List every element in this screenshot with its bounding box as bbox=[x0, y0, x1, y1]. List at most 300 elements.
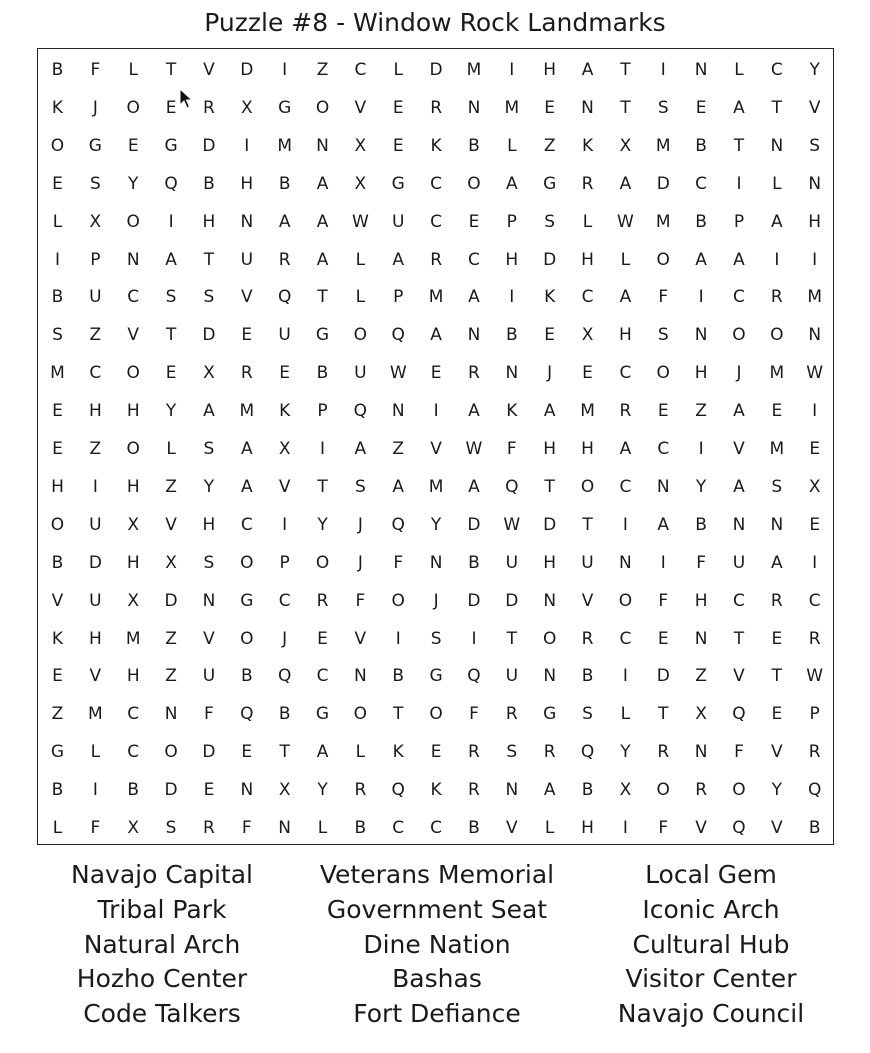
grid-cell[interactable]: I bbox=[698, 287, 704, 308]
grid-cell[interactable]: A bbox=[316, 249, 329, 270]
grid-cell[interactable]: W bbox=[389, 363, 407, 384]
grid-cell[interactable]: V bbox=[203, 628, 215, 649]
grid-cell[interactable]: I bbox=[471, 628, 477, 649]
grid-cell[interactable]: R bbox=[695, 780, 708, 801]
grid-cell[interactable]: N bbox=[581, 97, 594, 118]
grid-cell[interactable]: B bbox=[392, 666, 405, 687]
grid-cell[interactable]: B bbox=[695, 514, 707, 535]
grid-cell[interactable]: Q bbox=[391, 514, 405, 535]
grid-cell[interactable]: D bbox=[88, 552, 102, 573]
grid-cell[interactable]: L bbox=[620, 704, 631, 725]
grid-cell[interactable]: O bbox=[353, 704, 368, 725]
grid-cell[interactable]: A bbox=[657, 514, 670, 535]
grid-cell[interactable]: N bbox=[202, 590, 216, 611]
grid-cell[interactable]: B bbox=[278, 173, 291, 194]
grid-cell[interactable]: C bbox=[430, 211, 443, 232]
grid-cell[interactable]: P bbox=[506, 211, 517, 232]
grid-cell[interactable]: R bbox=[316, 590, 329, 611]
grid-cell[interactable]: X bbox=[354, 173, 367, 194]
grid-cell[interactable]: U bbox=[89, 514, 102, 535]
grid-cell[interactable]: V bbox=[278, 476, 291, 497]
grid-cell[interactable]: S bbox=[165, 287, 177, 308]
grid-cell[interactable]: M bbox=[428, 476, 444, 497]
grid-cell[interactable]: I bbox=[509, 287, 515, 308]
grid-cell[interactable]: O bbox=[126, 97, 140, 118]
grid-cell[interactable]: Y bbox=[809, 60, 820, 80]
grid-cell[interactable]: Q bbox=[240, 704, 254, 725]
grid-cell[interactable]: C bbox=[354, 60, 367, 80]
grid-cell[interactable]: B bbox=[51, 780, 64, 801]
grid-cell[interactable]: J bbox=[736, 363, 742, 384]
grid-cell[interactable]: F bbox=[506, 439, 517, 459]
grid-cell[interactable]: E bbox=[695, 97, 707, 118]
grid-cell[interactable]: D bbox=[429, 60, 443, 80]
grid-cell[interactable]: A bbox=[278, 211, 291, 232]
grid-cell[interactable]: Q bbox=[732, 704, 746, 725]
grid-cell[interactable]: C bbox=[733, 590, 745, 611]
grid-cell[interactable]: H bbox=[581, 249, 594, 270]
grid-cell[interactable]: F bbox=[658, 590, 669, 611]
grid-cell[interactable]: I bbox=[812, 552, 818, 573]
grid-cell[interactable]: F bbox=[469, 704, 479, 725]
grid-cell[interactable]: M bbox=[769, 439, 785, 459]
grid-cell[interactable]: P bbox=[733, 211, 745, 232]
grid-cell[interactable]: V bbox=[240, 287, 253, 308]
grid-cell[interactable]: R bbox=[808, 628, 821, 649]
grid-cell[interactable]: E bbox=[430, 742, 442, 763]
grid-cell[interactable]: Z bbox=[89, 325, 102, 346]
grid-cell[interactable]: M bbox=[277, 135, 292, 156]
grid-cell[interactable]: R bbox=[468, 742, 480, 763]
grid-cell[interactable]: B bbox=[695, 135, 707, 156]
grid-cell[interactable]: G bbox=[88, 135, 102, 156]
grid-cell[interactable]: O bbox=[164, 742, 178, 763]
grid-cell[interactable]: O bbox=[353, 325, 368, 346]
grid-cell[interactable]: O bbox=[126, 211, 140, 232]
grid-cell[interactable]: C bbox=[127, 287, 140, 308]
grid-cell[interactable]: O bbox=[126, 363, 140, 384]
grid-cell[interactable]: H bbox=[581, 439, 594, 459]
grid-cell[interactable]: V bbox=[733, 439, 745, 459]
grid-cell[interactable]: S bbox=[52, 325, 63, 346]
grid-cell[interactable]: B bbox=[51, 287, 64, 308]
grid-cell[interactable]: Y bbox=[317, 514, 328, 535]
grid-cell[interactable]: G bbox=[391, 173, 405, 194]
grid-cell[interactable]: N bbox=[278, 818, 292, 838]
grid-cell[interactable]: H bbox=[694, 590, 708, 611]
grid-cell[interactable]: X bbox=[127, 514, 140, 535]
grid-cell[interactable]: C bbox=[468, 249, 480, 270]
grid-cell[interactable]: W bbox=[503, 514, 521, 535]
grid-cell[interactable]: O bbox=[542, 628, 557, 649]
grid-cell[interactable]: V bbox=[505, 818, 518, 838]
grid-cell[interactable]: U bbox=[392, 211, 405, 232]
grid-cell[interactable]: Z bbox=[392, 439, 405, 459]
grid-cell[interactable]: C bbox=[430, 818, 443, 838]
grid-cell[interactable]: H bbox=[808, 211, 822, 232]
grid-cell[interactable]: X bbox=[581, 325, 594, 346]
grid-cell[interactable]: R bbox=[468, 780, 480, 801]
grid-cell[interactable]: I bbox=[433, 401, 439, 422]
grid-cell[interactable]: U bbox=[505, 552, 519, 573]
grid-cell[interactable]: F bbox=[204, 704, 214, 725]
grid-cell[interactable]: W bbox=[351, 211, 369, 232]
grid-cell[interactable]: E bbox=[771, 401, 783, 422]
grid-cell[interactable]: B bbox=[51, 552, 64, 573]
grid-cell[interactable]: T bbox=[317, 476, 328, 497]
grid-cell[interactable]: M bbox=[655, 135, 671, 156]
grid-cell[interactable]: D bbox=[202, 325, 216, 346]
grid-cell[interactable]: U bbox=[240, 249, 254, 270]
grid-cell[interactable]: A bbox=[203, 401, 215, 422]
grid-cell[interactable]: Z bbox=[165, 628, 177, 649]
grid-cell[interactable]: F bbox=[734, 742, 744, 763]
grid-cell[interactable]: Y bbox=[203, 476, 215, 497]
grid-cell[interactable]: G bbox=[315, 704, 330, 725]
grid-cell[interactable]: H bbox=[618, 325, 632, 346]
grid-cell[interactable]: C bbox=[581, 287, 594, 308]
grid-cell[interactable]: O bbox=[770, 325, 784, 346]
grid-cell[interactable]: C bbox=[89, 363, 102, 384]
grid-cell[interactable]: N bbox=[467, 97, 481, 118]
grid-cell[interactable]: F bbox=[241, 818, 252, 838]
grid-cell[interactable]: R bbox=[278, 249, 291, 270]
grid-cell[interactable]: O bbox=[656, 780, 670, 801]
grid-cell[interactable]: R bbox=[354, 780, 367, 801]
grid-cell[interactable]: G bbox=[429, 666, 443, 687]
grid-cell[interactable]: T bbox=[771, 97, 783, 118]
grid-cell[interactable]: O bbox=[315, 97, 330, 118]
grid-cell[interactable]: P bbox=[809, 704, 820, 725]
grid-cell[interactable]: K bbox=[392, 742, 404, 763]
grid-cell[interactable]: E bbox=[771, 704, 783, 725]
grid-cell[interactable]: P bbox=[317, 401, 328, 422]
grid-cell[interactable]: D bbox=[202, 742, 216, 763]
grid-cell[interactable]: R bbox=[203, 818, 215, 838]
grid-cell[interactable]: V bbox=[127, 325, 140, 346]
grid-cell[interactable]: X bbox=[695, 704, 707, 725]
grid-cell[interactable]: H bbox=[126, 476, 140, 497]
grid-cell[interactable]: O bbox=[656, 249, 670, 270]
grid-cell[interactable]: C bbox=[392, 818, 405, 838]
grid-cell[interactable]: U bbox=[278, 325, 291, 346]
grid-cell[interactable]: N bbox=[505, 780, 519, 801]
grid-cell[interactable]: T bbox=[733, 628, 745, 649]
grid-cell[interactable]: A bbox=[619, 439, 632, 459]
grid-cell[interactable]: Z bbox=[51, 704, 64, 725]
grid-cell[interactable]: Q bbox=[467, 666, 481, 687]
grid-cell[interactable]: U bbox=[89, 590, 102, 611]
grid-cell[interactable]: L bbox=[393, 60, 403, 80]
grid-cell[interactable]: O bbox=[656, 363, 670, 384]
grid-cell[interactable]: V bbox=[771, 742, 783, 763]
grid-cell[interactable]: G bbox=[543, 704, 557, 725]
grid-cell[interactable]: U bbox=[89, 287, 102, 308]
grid-cell[interactable]: A bbox=[619, 173, 632, 194]
grid-cell[interactable]: A bbox=[695, 249, 707, 270]
grid-cell[interactable]: Z bbox=[89, 439, 102, 459]
grid-cell[interactable]: N bbox=[354, 666, 367, 687]
grid-cell[interactable]: O bbox=[391, 590, 405, 611]
grid-cell[interactable]: O bbox=[618, 590, 633, 611]
grid-cell[interactable]: E bbox=[468, 211, 480, 232]
grid-cell[interactable]: Y bbox=[695, 476, 707, 497]
grid-cell[interactable]: V bbox=[581, 590, 594, 611]
grid-cell[interactable]: E bbox=[52, 173, 63, 194]
grid-cell[interactable]: B bbox=[316, 363, 329, 384]
grid-cell[interactable]: Z bbox=[316, 60, 329, 80]
grid-cell[interactable]: C bbox=[619, 363, 632, 384]
grid-cell[interactable]: I bbox=[622, 514, 628, 535]
grid-cell[interactable]: R bbox=[581, 628, 594, 649]
grid-cell[interactable]: K bbox=[51, 628, 64, 649]
grid-cell[interactable]: I bbox=[92, 780, 98, 801]
grid-cell[interactable]: L bbox=[620, 249, 631, 270]
grid-cell[interactable]: G bbox=[164, 135, 178, 156]
grid-cell[interactable]: J bbox=[357, 514, 363, 535]
grid-cell[interactable]: U bbox=[581, 552, 594, 573]
grid-cell[interactable]: F bbox=[355, 590, 366, 611]
grid-cell[interactable]: W bbox=[806, 666, 824, 687]
grid-cell[interactable]: P bbox=[393, 287, 404, 308]
grid-cell[interactable]: F bbox=[90, 818, 101, 838]
grid-cell[interactable]: I bbox=[320, 439, 326, 459]
grid-cell[interactable]: H bbox=[126, 552, 140, 573]
grid-cell[interactable]: I bbox=[92, 476, 98, 497]
grid-cell[interactable]: E bbox=[430, 363, 442, 384]
grid-cell[interactable]: E bbox=[317, 628, 328, 649]
grid-cell[interactable]: D bbox=[543, 249, 557, 270]
grid-cell[interactable]: O bbox=[50, 514, 65, 535]
grid-cell[interactable]: D bbox=[240, 60, 254, 80]
grid-cell[interactable]: H bbox=[88, 401, 102, 422]
grid-cell[interactable]: Q bbox=[164, 173, 178, 194]
grid-cell[interactable]: V bbox=[808, 97, 821, 118]
grid-cell[interactable]: H bbox=[240, 173, 254, 194]
grid-cell[interactable]: C bbox=[695, 173, 708, 194]
grid-cell[interactable]: D bbox=[467, 590, 481, 611]
grid-cell[interactable]: L bbox=[90, 742, 101, 763]
grid-cell[interactable]: I bbox=[736, 173, 742, 194]
grid-cell[interactable]: X bbox=[240, 97, 253, 118]
grid-cell[interactable]: T bbox=[620, 97, 631, 118]
grid-cell[interactable]: I bbox=[774, 249, 780, 270]
grid-cell[interactable]: O bbox=[732, 325, 746, 346]
grid-cell[interactable]: T bbox=[165, 325, 177, 346]
grid-cell[interactable]: S bbox=[430, 628, 442, 649]
grid-cell[interactable]: E bbox=[165, 363, 177, 384]
grid-cell[interactable]: J bbox=[433, 590, 439, 611]
grid-cell[interactable]: E bbox=[809, 514, 821, 535]
grid-cell[interactable]: I bbox=[622, 818, 628, 838]
grid-cell[interactable]: N bbox=[619, 552, 632, 573]
grid-cell[interactable]: E bbox=[203, 780, 215, 801]
grid-cell[interactable]: H bbox=[581, 818, 594, 838]
grid-cell[interactable]: T bbox=[393, 704, 404, 725]
grid-cell[interactable]: U bbox=[732, 552, 746, 573]
grid-cell[interactable]: E bbox=[241, 742, 253, 763]
grid-cell[interactable]: X bbox=[89, 211, 102, 232]
grid-cell[interactable]: N bbox=[656, 476, 670, 497]
grid-cell[interactable]: N bbox=[126, 249, 140, 270]
grid-cell[interactable]: Y bbox=[317, 780, 328, 801]
grid-cell[interactable]: W bbox=[806, 363, 824, 384]
letter-grid[interactable] bbox=[37, 48, 834, 845]
grid-cell[interactable]: T bbox=[165, 60, 177, 80]
grid-cell[interactable]: B bbox=[581, 666, 594, 687]
grid-cell[interactable]: Z bbox=[695, 401, 707, 422]
grid-cell[interactable]: C bbox=[127, 704, 140, 725]
grid-cell[interactable]: K bbox=[279, 401, 291, 422]
grid-cell[interactable]: D bbox=[543, 514, 557, 535]
grid-cell[interactable]: K bbox=[51, 97, 64, 118]
grid-cell[interactable]: V bbox=[733, 666, 745, 687]
grid-cell[interactable]: S bbox=[582, 704, 593, 725]
grid-cell[interactable]: S bbox=[354, 476, 366, 497]
grid-cell[interactable]: S bbox=[809, 135, 821, 156]
grid-cell[interactable]: M bbox=[580, 401, 595, 422]
grid-cell[interactable]: B bbox=[278, 704, 291, 725]
grid-cell[interactable]: K bbox=[581, 135, 594, 156]
grid-cell[interactable]: A bbox=[733, 401, 745, 422]
grid-cell[interactable]: U bbox=[354, 363, 367, 384]
grid-cell[interactable]: A bbox=[468, 287, 480, 308]
grid-cell[interactable]: Q bbox=[391, 780, 405, 801]
grid-cell[interactable]: N bbox=[505, 363, 519, 384]
grid-cell[interactable]: V bbox=[89, 666, 102, 687]
grid-cell[interactable]: E bbox=[52, 439, 63, 459]
grid-cell[interactable]: A bbox=[543, 780, 556, 801]
grid-cell[interactable]: B bbox=[808, 818, 821, 838]
grid-cell[interactable]: W bbox=[465, 439, 483, 459]
grid-cell[interactable]: L bbox=[52, 818, 63, 838]
grid-cell[interactable]: X bbox=[127, 818, 140, 838]
grid-cell[interactable]: L bbox=[734, 60, 744, 80]
grid-cell[interactable]: G bbox=[50, 742, 65, 763]
grid-cell[interactable]: S bbox=[506, 742, 518, 763]
grid-cell[interactable]: Y bbox=[771, 780, 783, 801]
grid-cell[interactable]: E bbox=[127, 135, 139, 156]
grid-cell[interactable]: L bbox=[507, 135, 517, 156]
grid-cell[interactable]: V bbox=[51, 590, 64, 611]
grid-cell[interactable]: N bbox=[770, 514, 784, 535]
grid-cell[interactable]: Y bbox=[165, 401, 177, 422]
grid-cell[interactable]: A bbox=[165, 249, 177, 270]
grid-cell[interactable]: A bbox=[771, 211, 783, 232]
grid-cell[interactable]: M bbox=[807, 287, 823, 308]
grid-cell[interactable]: A bbox=[733, 97, 745, 118]
grid-cell[interactable]: L bbox=[772, 173, 782, 194]
grid-cell[interactable]: F bbox=[658, 287, 669, 308]
grid-cell[interactable]: R bbox=[619, 401, 632, 422]
grid-cell[interactable]: N bbox=[240, 780, 254, 801]
grid-cell[interactable]: Z bbox=[165, 476, 177, 497]
grid-cell[interactable]: C bbox=[657, 439, 670, 459]
grid-cell[interactable]: H bbox=[51, 476, 64, 497]
grid-cell[interactable]: H bbox=[126, 666, 140, 687]
grid-cell[interactable]: R bbox=[505, 704, 518, 725]
grid-cell[interactable]: I bbox=[812, 249, 818, 270]
grid-cell[interactable]: O bbox=[240, 552, 254, 573]
grid-cell[interactable]: S bbox=[657, 325, 669, 346]
grid-cell[interactable]: Y bbox=[128, 173, 139, 194]
grid-cell[interactable]: N bbox=[240, 211, 254, 232]
grid-cell[interactable]: I bbox=[812, 401, 818, 422]
grid-cell[interactable]: E bbox=[809, 439, 821, 459]
grid-cell[interactable]: T bbox=[317, 287, 328, 308]
grid-cell[interactable]: U bbox=[202, 666, 216, 687]
grid-cell[interactable]: I bbox=[168, 211, 174, 232]
grid-cell[interactable]: B bbox=[127, 780, 140, 801]
grid-cell[interactable]: L bbox=[355, 742, 366, 763]
grid-cell[interactable]: V bbox=[771, 818, 783, 838]
grid-cell[interactable]: Y bbox=[430, 514, 442, 535]
grid-cell[interactable]: B bbox=[695, 211, 707, 232]
grid-cell[interactable]: A bbox=[354, 439, 367, 459]
grid-cell[interactable]: Q bbox=[807, 780, 822, 801]
grid-cell[interactable]: N bbox=[391, 401, 405, 422]
grid-cell[interactable]: H bbox=[543, 552, 557, 573]
grid-cell[interactable]: L bbox=[128, 60, 138, 80]
grid-cell[interactable]: E bbox=[544, 325, 556, 346]
grid-cell[interactable]: R bbox=[430, 97, 442, 118]
grid-cell[interactable]: A bbox=[430, 325, 442, 346]
grid-cell[interactable]: X bbox=[619, 780, 632, 801]
grid-cell[interactable]: T bbox=[203, 249, 215, 270]
grid-cell[interactable]: L bbox=[317, 818, 328, 838]
grid-cell[interactable]: B bbox=[468, 552, 480, 573]
grid-cell[interactable]: H bbox=[505, 249, 519, 270]
grid-cell[interactable]: G bbox=[315, 325, 330, 346]
grid-cell[interactable]: N bbox=[316, 135, 329, 156]
grid-cell[interactable]: B bbox=[51, 60, 64, 80]
grid-cell[interactable]: A bbox=[468, 476, 480, 497]
grid-cell[interactable]: Q bbox=[580, 742, 595, 763]
grid-cell[interactable]: B bbox=[203, 173, 215, 194]
grid-cell[interactable]: V bbox=[203, 60, 215, 80]
grid-cell[interactable]: D bbox=[505, 590, 519, 611]
grid-cell[interactable]: Y bbox=[620, 742, 631, 763]
grid-cell[interactable]: N bbox=[543, 590, 557, 611]
grid-cell[interactable]: I bbox=[622, 666, 628, 687]
grid-cell[interactable]: N bbox=[732, 514, 746, 535]
grid-cell[interactable]: S bbox=[544, 211, 556, 232]
grid-cell[interactable]: V bbox=[430, 439, 442, 459]
grid-cell[interactable]: C bbox=[619, 476, 632, 497]
grid-cell[interactable]: N bbox=[808, 325, 822, 346]
grid-cell[interactable]: B bbox=[468, 135, 480, 156]
grid-cell[interactable]: O bbox=[467, 173, 481, 194]
grid-cell[interactable]: T bbox=[279, 742, 290, 763]
grid-cell[interactable]: N bbox=[808, 173, 822, 194]
grid-cell[interactable]: E bbox=[771, 628, 783, 649]
grid-cell[interactable]: K bbox=[544, 287, 556, 308]
grid-cell[interactable]: J bbox=[357, 552, 363, 573]
grid-cell[interactable]: J bbox=[282, 628, 288, 649]
grid-cell[interactable]: I bbox=[660, 552, 666, 573]
grid-cell[interactable]: Q bbox=[732, 818, 746, 838]
grid-cell[interactable]: N bbox=[694, 742, 708, 763]
grid-cell[interactable]: M bbox=[125, 628, 141, 649]
grid-cell[interactable]: I bbox=[54, 249, 60, 270]
grid-cell[interactable]: M bbox=[50, 363, 65, 384]
grid-cell[interactable]: O bbox=[580, 476, 595, 497]
grid-cell[interactable]: T bbox=[658, 704, 669, 725]
grid-cell[interactable]: C bbox=[430, 173, 443, 194]
grid-cell[interactable]: P bbox=[279, 552, 290, 573]
grid-cell[interactable]: T bbox=[544, 476, 555, 497]
grid-cell[interactable]: H bbox=[694, 363, 708, 384]
